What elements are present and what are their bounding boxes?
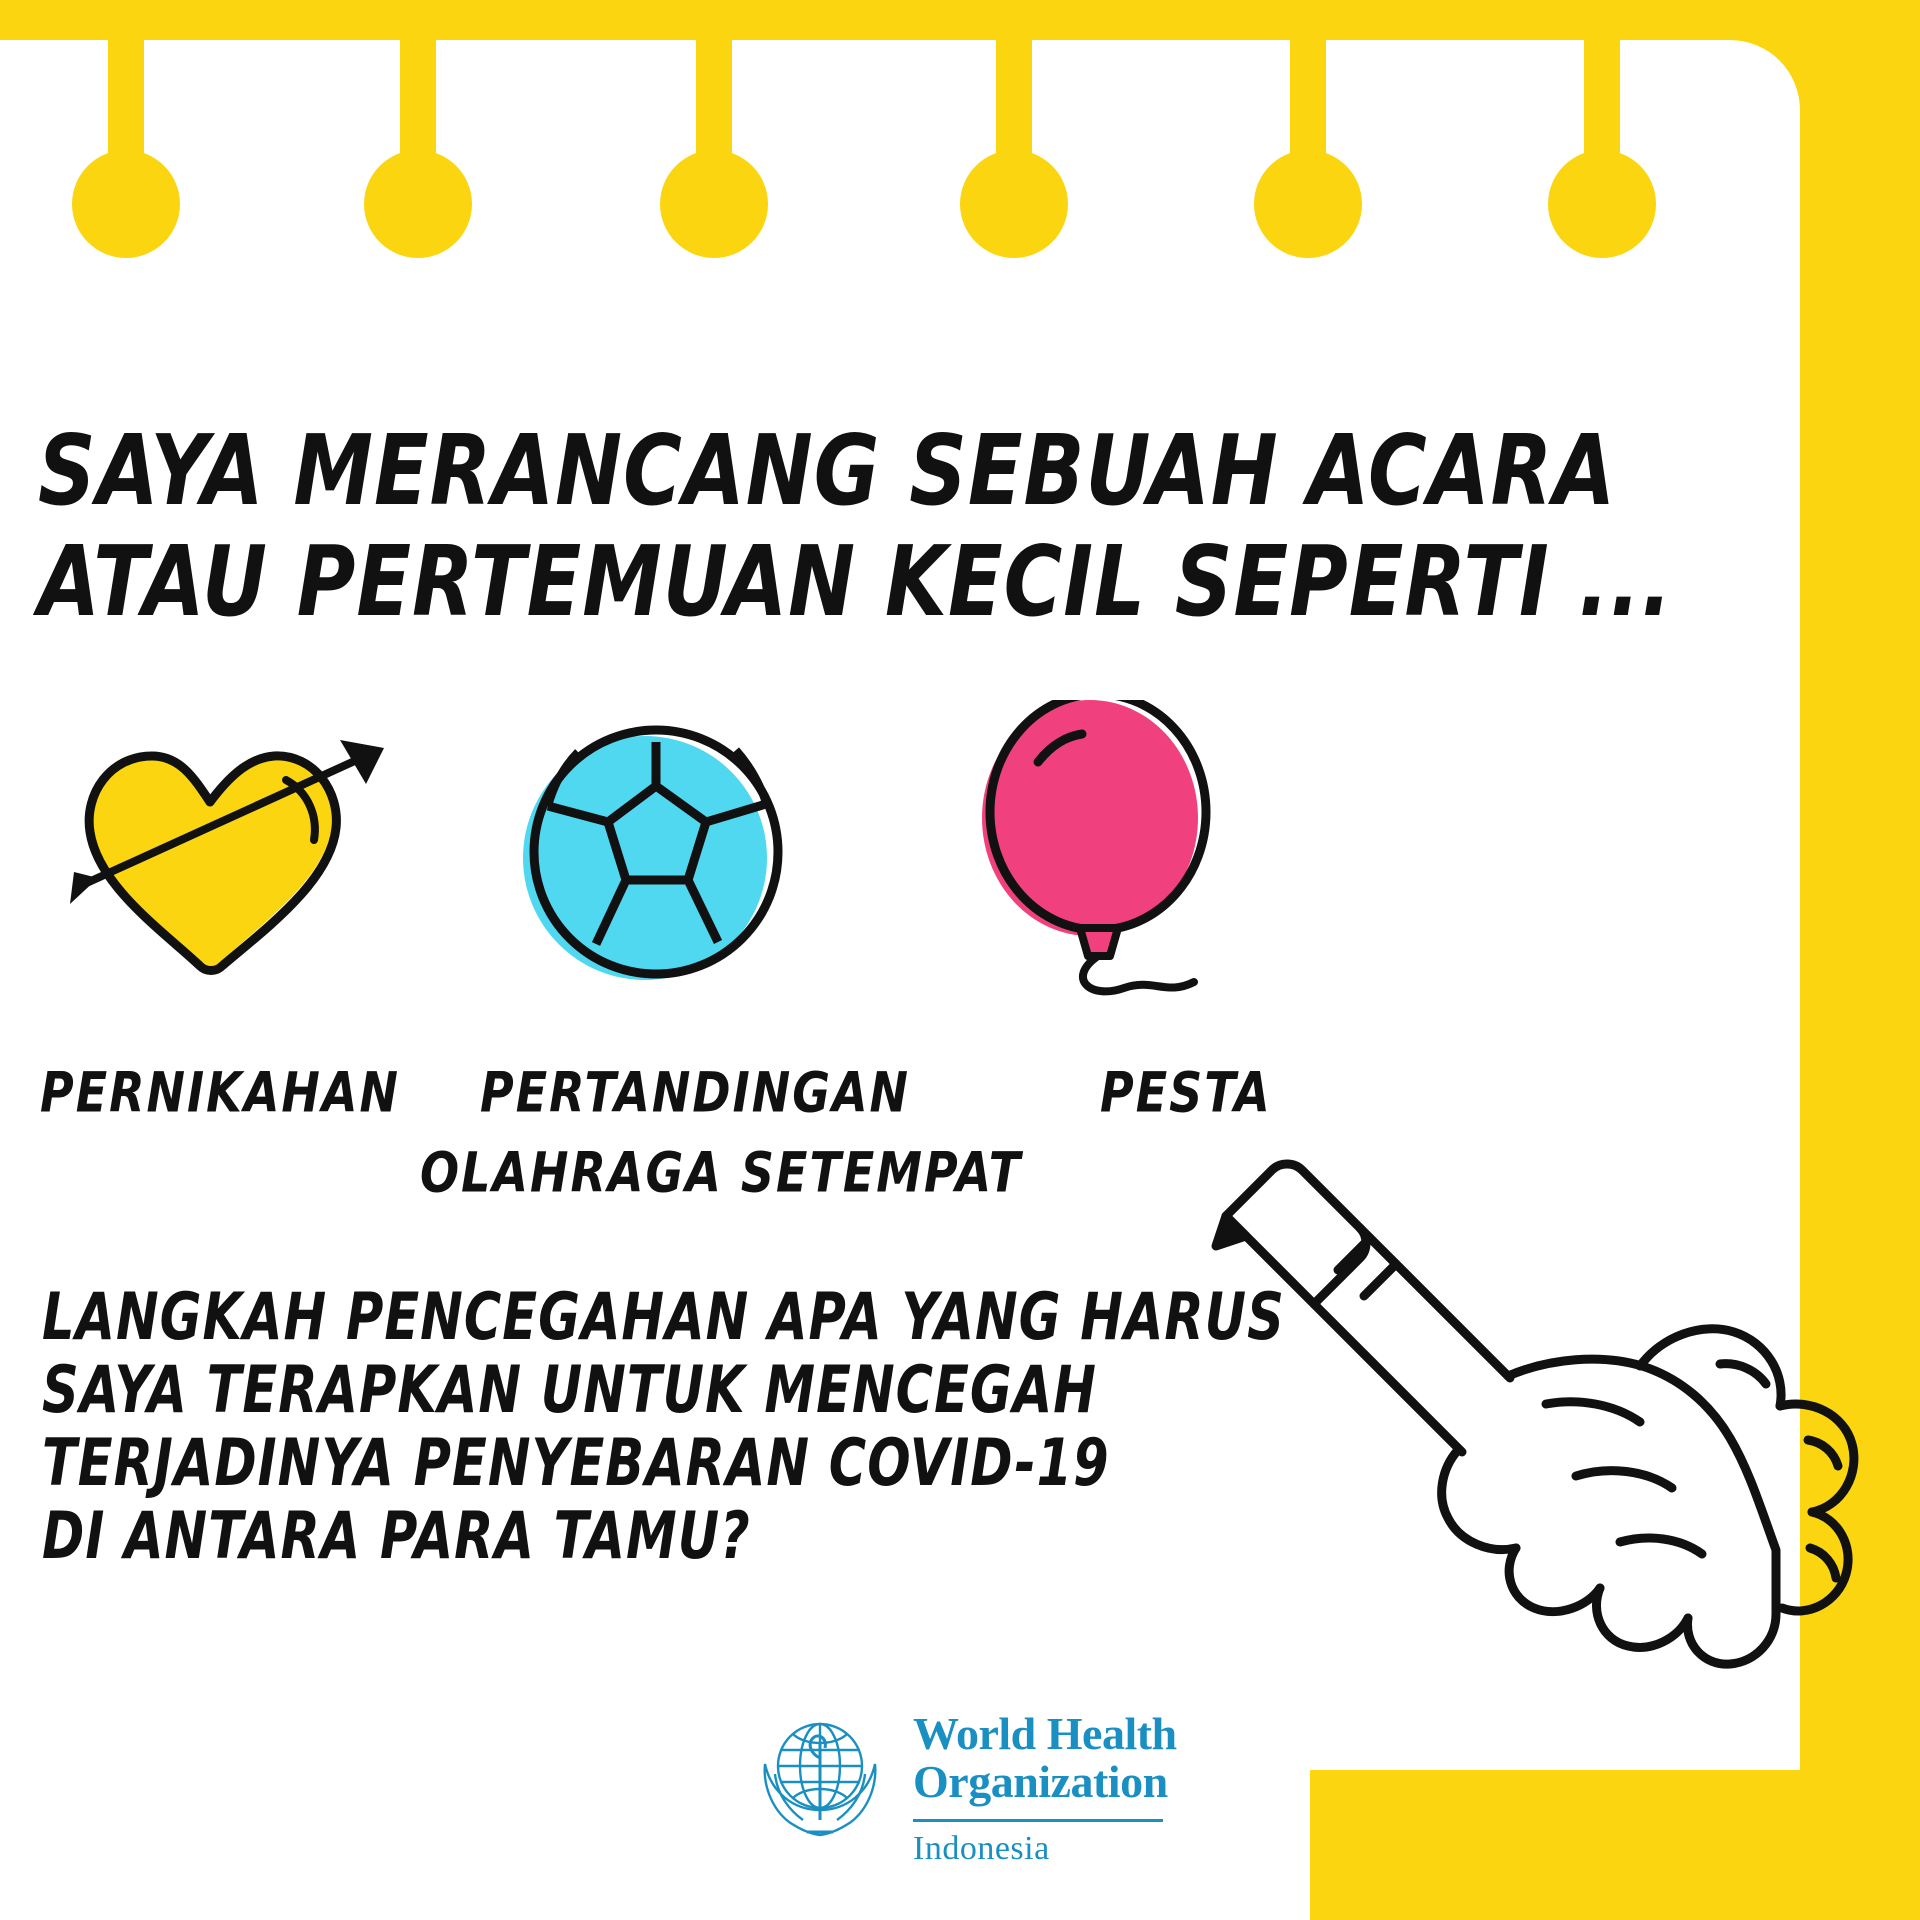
label-sports-second-line: OLAHRAGA SETEMPAT <box>420 1140 1023 1205</box>
spiral-binding-2 <box>364 0 472 290</box>
label-party: PESTA <box>1100 1060 1272 1125</box>
hand-with-marker-illustration <box>1210 1150 1920 1790</box>
question-line-2: SAYA TERAPKAN UNTUK MENCEGAH <box>42 1352 1097 1429</box>
question-line-4: DI ANTARA PARA TAMU? <box>42 1498 751 1575</box>
icon-cell-wedding <box>40 700 440 1000</box>
icon-labels <box>40 1030 1390 1250</box>
question-line-3: TERJADINYA PENYEBARAN COVID-19 <box>42 1425 1110 1502</box>
who-logo <box>745 1700 1195 1900</box>
spiral-binding-3 <box>660 0 768 290</box>
question-line-1: LANGKAH PENCEGAHAN APA YANG HARUS <box>42 1279 1285 1356</box>
headline-line-1: SAYA MERANCANG SEBUAH ACARA <box>38 413 1617 528</box>
who-line-2: Organization <box>913 1756 1168 1808</box>
who-line-1: World Health <box>913 1708 1177 1759</box>
spiral-knob <box>364 150 472 258</box>
spiral-binding-1 <box>72 0 180 290</box>
headline-line-2: ATAU PERTEMUAN KECIL SEPERTI ... <box>38 524 1673 639</box>
question-block <box>42 1279 1292 1577</box>
spiral-binding-6 <box>1548 0 1656 290</box>
icon-row <box>40 700 1340 1060</box>
spiral-binding-5 <box>1254 0 1362 290</box>
label-sports: PERTANDINGAN <box>480 1060 911 1125</box>
spiral-knob <box>960 150 1068 258</box>
spiral-binding-4 <box>960 0 1068 290</box>
headline <box>38 413 1718 642</box>
spiral-knob <box>1548 150 1656 258</box>
icon-cell-sports <box>460 700 860 1000</box>
spiral-knob <box>660 150 768 258</box>
who-emblem-icon <box>745 1700 895 1850</box>
label-wedding: PERNIKAHAN <box>40 1060 401 1125</box>
who-country-label: Indonesia <box>913 1829 1050 1867</box>
heart-arrow-icon <box>40 700 440 1000</box>
icon-cell-party <box>940 700 1340 1000</box>
spiral-knob <box>72 150 180 258</box>
hand-drawing <box>1210 1150 1920 1790</box>
spiral-knob <box>1254 150 1362 258</box>
who-divider <box>913 1819 1163 1822</box>
balloon-icon <box>940 700 1340 1020</box>
soccer-ball-icon <box>460 700 860 1000</box>
who-logo-text <box>913 1700 1177 1868</box>
